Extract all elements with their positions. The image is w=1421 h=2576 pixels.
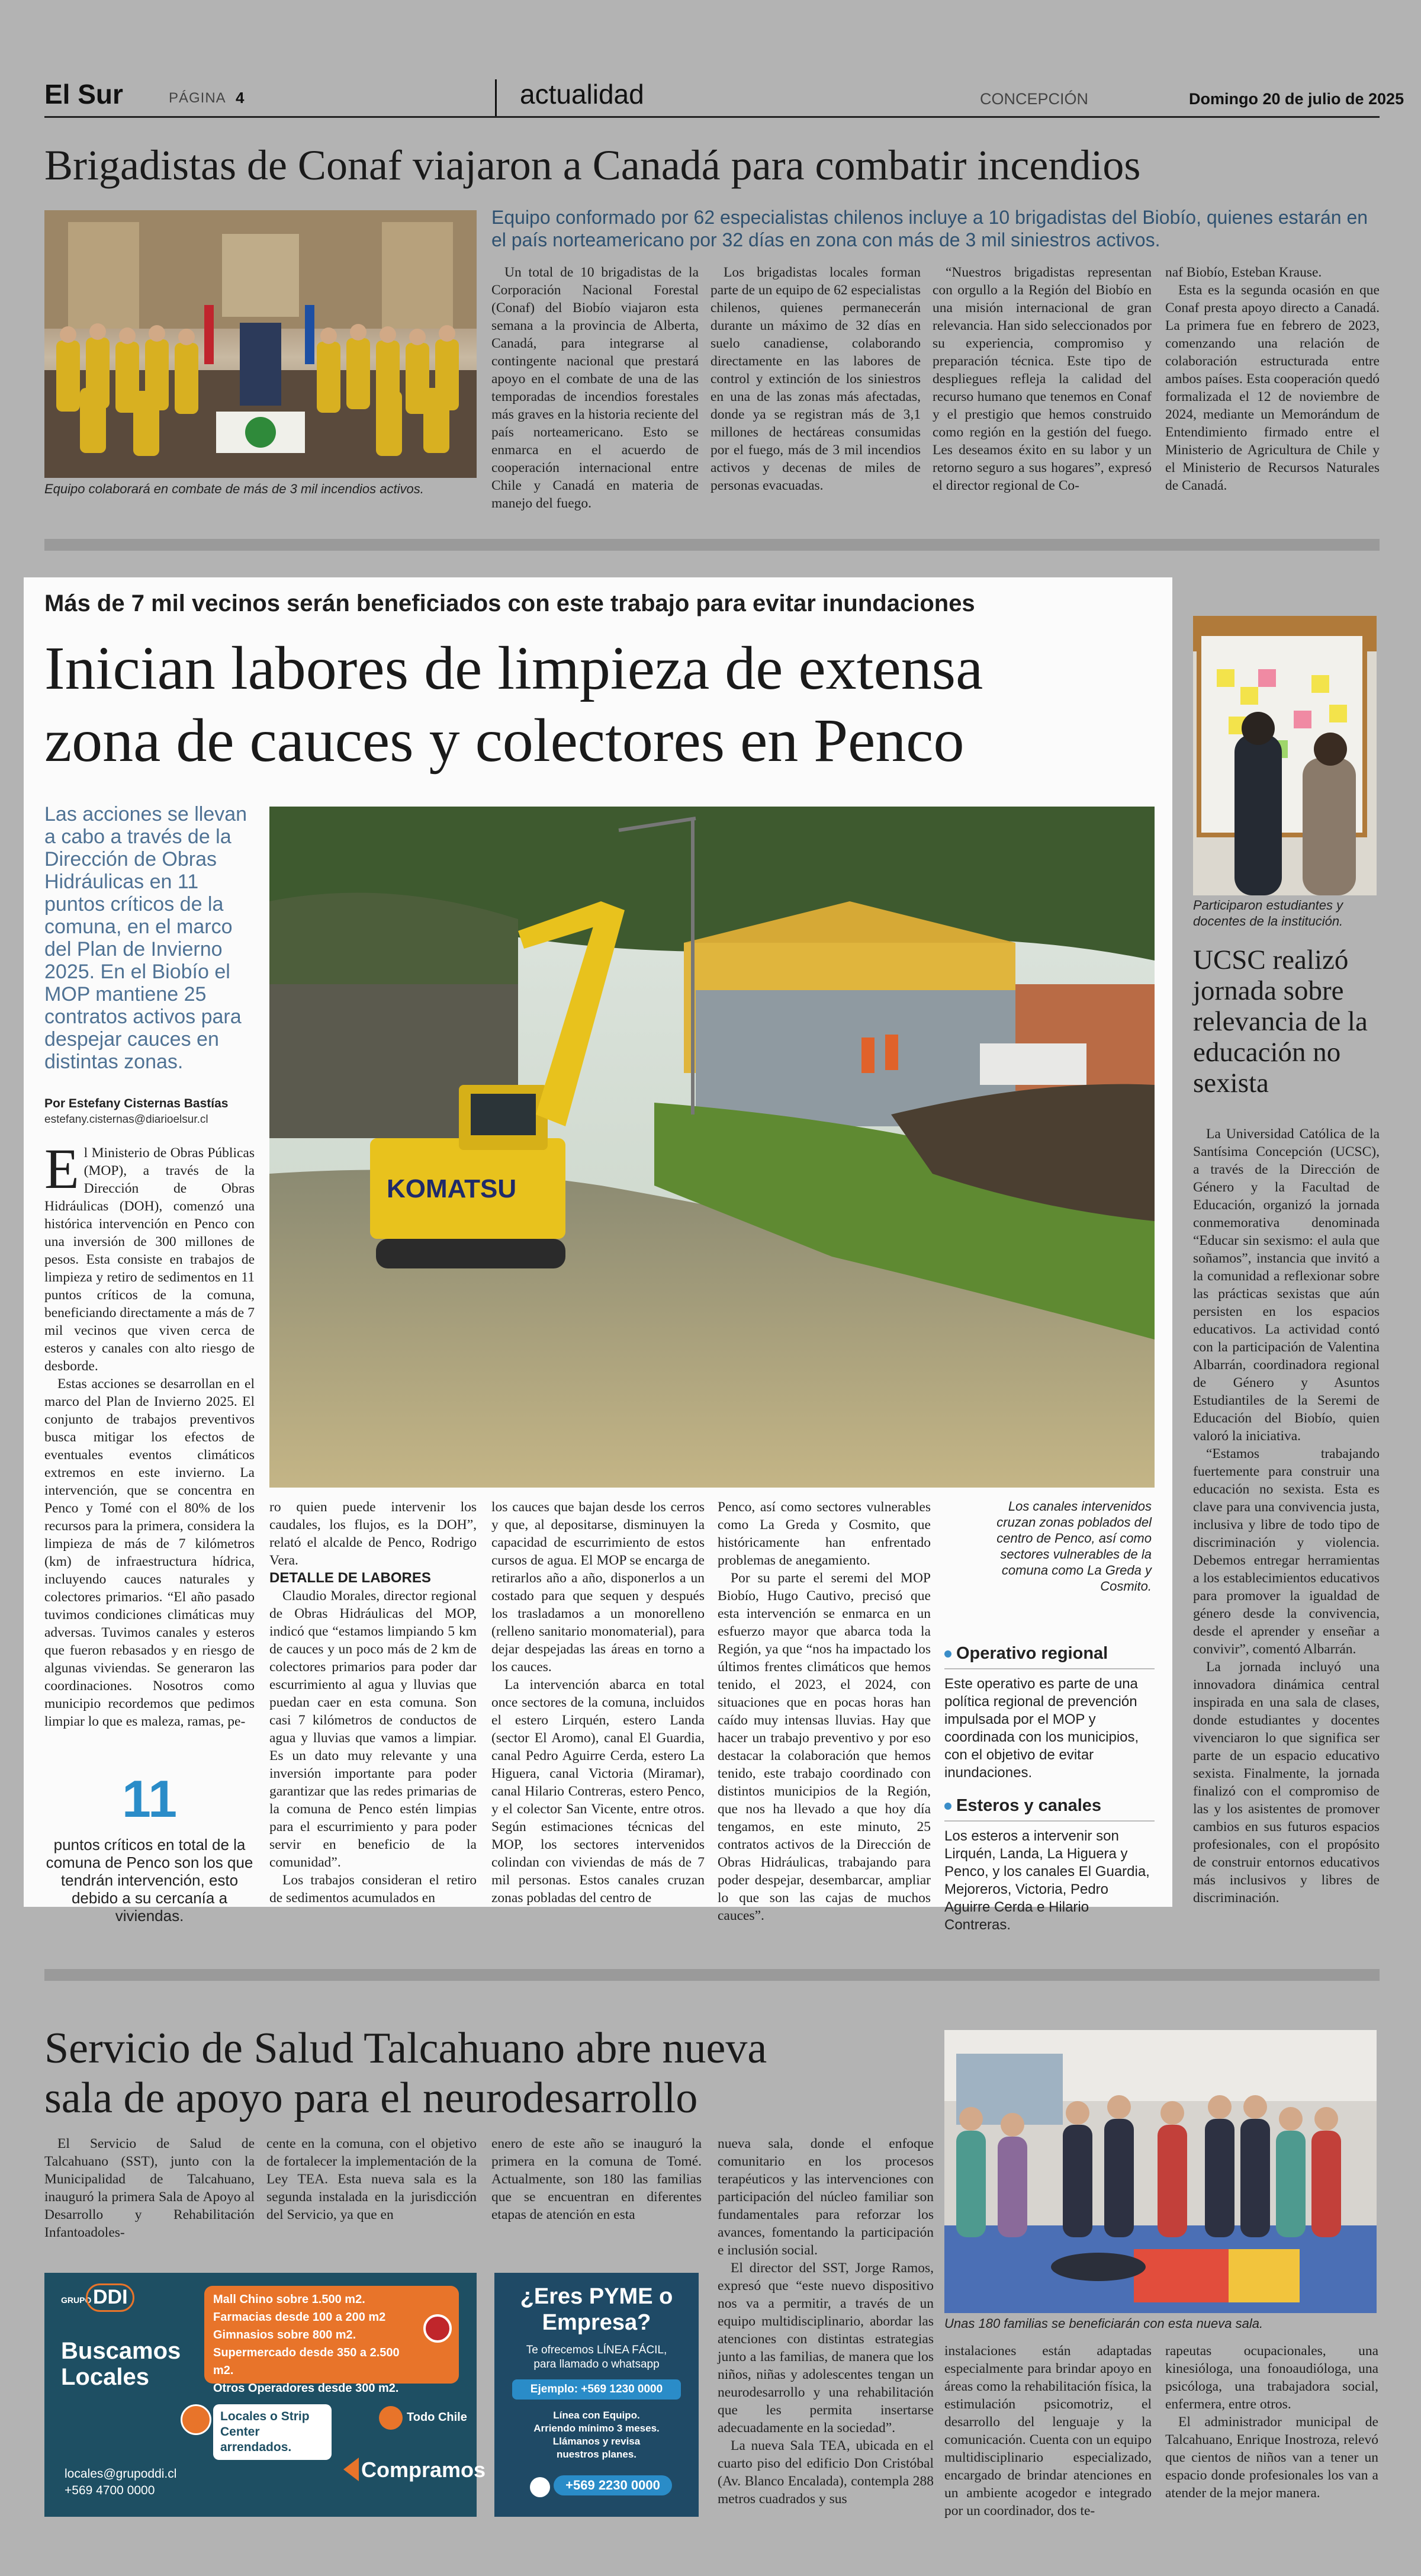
globe-icon <box>379 2406 403 2430</box>
bullet-icon <box>944 1650 951 1658</box>
svg-text:KOMATSU: KOMATSU <box>387 1174 517 1203</box>
article2-kicker: Más de 7 mil vecinos serán beneficiados con este trabajo para evitar inundaciones <box>44 590 975 616</box>
arrow-left-icon <box>343 2458 359 2481</box>
dropcap: E <box>44 1137 79 1200</box>
phone-icon <box>530 2477 550 2497</box>
sidebox-divider <box>944 1668 1155 1669</box>
article1-col4: naf Biobío, Esteban Krause. Esta es la segunda ocasión en que Conaf presta apoyo directo a Canadá. La primera fue en febrero de 2023, comenzando una relación de colaboración estructurada entre ambos países. Esta cooperación quedó formalizada el 12 de noviembre de 2024, mediante un Memorándum de Entendimiento firmado entre el Ministerio de Agricultura de Chile y el Ministerio de Recursos Naturales de Canadá. <box>1165 265 1380 493</box>
article3-photo-caption: Participaron estudiantes y docentes de la institución. <box>1193 898 1343 929</box>
article4-col6: rapeutas ocupacionales, una kinesióloga, una fonoaudióloga, una psicóloga, una trabajadora social, enfermera, entre otros. El administrador municipal de Talcahuano, Enrique Inostroza, relevó que cientos de niños van a tener un espacio donde profesionales los van a atender de la mejor manera. <box>1165 2343 1378 2501</box>
article1-title: Brigadistas de Conaf viajaron a Canadá para combatir incendios <box>44 142 1141 189</box>
ad1-phone[interactable]: +569 4700 0000 <box>65 2484 155 2497</box>
article2-col1: El Ministerio de Obras Públicas (MOP), a través de la Dirección de Obras Hidráulicas (DOH), comenzó una histórica intervención en Penco con una inversión de 300 millones de pesos. Esta consiste en trabajos de limpieza y retiro de sedimentos en 11 puntos críticos de la comuna, beneficiando directamente a más de 7 mil vecinos que viven cerca de esteros y canales con alto riesgo de desborde. Estas acciones se desarrollan en el marco del Plan de Invierno 2025. El conjunto de trabajos preventivos busca mitigar los efectos de eventuales eventos climáticos extremos en este invierno. La intervención, que se concentra en Penco y Tomé con el 80% de los recursos para la primera, considera la limpieza de más de 7 kilómetros (km) de infraestructura hídrica, incluyendo cauces naturales y colectores primarios. “El año pasado tuvimos condiciones climáticas muy adversas. Tuvimos canales y esteros que fueron rebasados y en riesgo de algunas viviendas. Se generaron las coordinaciones. Nosotros como municipio recordemos que pedimos limpiar lo que es maleza, ramas, pe- <box>44 1137 255 1729</box>
ad2-phone[interactable]: +569 2230 0000 <box>554 2475 672 2495</box>
city-label: CONCEPCIÓN <box>980 90 1089 108</box>
article4-col3: enero de este año se inauguró la primera en la comuna de Tomé. Actualmente, son 180 las familias que se encuentran en diferentes etapas de atención en esta <box>491 2136 702 2222</box>
sidebox-esteros-text: Los esteros a intervenir son Lirquén, Landa, La Higuera y Penco, y los canales El Guardia, Mejoreros, Victoria, Pedro Aguirre Cerda e Hilario Contreras. <box>944 1828 1150 1933</box>
ad1-badge: Locales o Strip Center arrendados. <box>213 2404 332 2460</box>
article3-body: La Universidad Católica de la Santísima Concepción (UCSC), a través de la Dirección de Género y la Facultad de Educación, organizó la jornada conmemorativa denominada “Educar sin sexismo: el aula que soñamos”, instancia que invitó a la comunidad a reflexionar sobre las prácticas sexistas que aún persisten en los espacios educativos. La actividad contó con la participación de Valentina Albarrán, coordinadora regional de Género y Asuntos Estudiantiles de la Seremi de Educación del Biobío, quien valoró la iniciativa. “Estamos trabajando fuertemente para construir una educación no sexista. Esta es clave para una convivencia justa, inclusiva y libre de todo tipo de discriminación y violencia. Debemos entregar herramientas a los establecimientos educativos para promover la igualdad de género desde la convivencia, desde el aprender y enseñar a convivir”, comentó Albarrán. La jornada incluyó una innovadora dinámica central inspirada en una sala de clases, donde estudiantes y docentes vivenciaron lo que significa ser parte de un espacio educativo sexista. Finalmente, la jornada finalizó con el compromiso de las y los asistentes de promover cambios en sus futuros espacios profesionales, con el propósito de construir entornos educativos más inclusivos y libres de discriminación. <box>1193 1126 1380 1906</box>
sidebox-esteros-title: Esteros y canales <box>956 1796 1102 1815</box>
ad2-headline: ¿Eres PYME o Empresa? <box>520 2284 673 2335</box>
article1-col2: Los brigadistas locales forman parte de un equipo de 62 especialistas chilenos, quienes permanecerán durante un máximo de 32 días en suelo canadiense, colaborando directamente en las labores de control y extinción de los siniestros en una de las zonas más afectadas, donde ya se registran más de 3,1 millones de hectáreas consumidas por el fuego, más de 3 mil incendios activos y decenas de miles de personas evacuadas. <box>710 265 921 493</box>
page-number: 4 <box>236 89 245 107</box>
article2-col4: Penco, así como sectores vulnerables como La Greda y Cosmito, que históricamente han enfrentado problemas de anegamiento. Por su parte el seremi del MOP Biobío, Hugo Cautivo, precisó que esta intervención se enmarca en un esfuerzo mayor que abarca toda la Región, ya que “nos ha impactado los últimos frentes climáticos que hemos tenido, el 2023, el 2024, con situaciones que en pocas horas han caído muy intensas lluvias. Hay que hacer un trabajo preventivo y por eso destacar la colaboración que hemos tenido, este trabajo coordinado con distintos municipios de la Región, que nos ha llevado a que hoy día tengamos, en este minuto, 25 contratos activos de la Dirección de Obras Hidráulicas, trabajando para poder despejar, desembarcar, ampliar lo que son las cajas de muchos cauces”. <box>718 1499 931 1923</box>
stat-text: puntos críticos en total de la comuna de Penco son los que tendrán intervención, esto debido a su cercanía a viviendas. <box>46 1836 253 1925</box>
ad1-cta[interactable]: Compramos <box>361 2458 486 2482</box>
article1-col3: “Nuestros brigadistas representan con orgullo a la Región del Biobío en una misión internacional de gran relevancia. Han sido seleccionados por su experiencia, compromiso y preparación técnica. Este tipo de despliegues refleja la calidad del recurso humano que tenemos en Conaf y el prestigio que hemos construido como región en la gestión del fuego. Les deseamos éxito en su labor y un retorno seguro a sus hogares”, expresó el director regional de Co- <box>933 265 1152 493</box>
article4-photo <box>944 2030 1377 2313</box>
article2-title-line2: zona de cauces y colectores en Penco <box>44 706 965 775</box>
article1-photo <box>44 210 477 478</box>
excavator-canal-illustration <box>269 807 1155 1488</box>
article2-title-line1: Inician labores de limpieza de extensa <box>44 634 983 702</box>
article2-col3: los cauces que bajan desde los cerros y que, al depositarse, disminuyen la capacidad de escurrimiento de estos cursos de agua. El MOP se encarga de retirarlos año a año, disponerlos a un costado para que sequen y después los trasladamos a un monorelleno (relleno sanitario monomaterial), para dejar despejadas las áreas en torno a los cauces. La intervención abarca en total once sectores de la comuna, incluidos el estero Lirquén, estero Landa (sector El Aromo), canal El Guardia, canal Pedro Aguirre Cerda, estero La Higuera, canal Victoria (Miramar), canal Hilario Contreras, estero Penco, y el colector San Vicente, entre otros. Según estimaciones técnicas del MOP, los sectores intervenidos colindan con viviendas de más de 7 mil personas. Estos canales cruzan zonas pobladas del centro de <box>491 1499 705 1906</box>
bullet-icon <box>944 1803 951 1810</box>
ad1-list: Mall Chino sobre 1.500 m2. Farmacias desde 100 a 200 m2 Gimnasios sobre 800 m2. Supermercado desde 350 a 2.500 m2. Otros Operadores desde 300 m2. <box>213 2293 400 2395</box>
sidebox-operativo-title: Operativo regional <box>956 1644 1108 1663</box>
masthead-brand: El Sur <box>44 79 123 110</box>
ad2-example: Ejemplo: +569 1230 0000 <box>512 2379 681 2400</box>
ad1-brand-small: GRUPO <box>61 2295 92 2305</box>
storefront-icon <box>181 2404 211 2435</box>
article4-title-line2: sala de apoyo para el neurodesarrollo <box>44 2074 698 2122</box>
section-name: actualidad <box>520 79 644 110</box>
article4-photo-caption: Unas 180 familias se beneficiarán con esta nueva sala. <box>944 2316 1264 2331</box>
ad1-brand: DDI <box>93 2286 128 2308</box>
location-pin-icon <box>423 2314 452 2343</box>
ad2-line2: para llamado o whatsapp <box>533 2358 660 2371</box>
article2-lead: Las acciones se llevan a cabo a través de la Dirección de Obras Hidráulicas en 11 puntos críticos de la comuna, en el marco del Plan de Invierno 2025. En el Biobío el MOP mantiene 25 contratos activos para despejar cauces en distintas zonas. <box>44 803 247 1073</box>
ad2-line1: Te ofrecemos LÍNEA FÁCIL, <box>526 2344 667 2356</box>
ad-pyme[interactable] <box>494 2273 699 2517</box>
therapy-room-illustration <box>944 2030 1377 2313</box>
sidebox-divider <box>944 1820 1155 1822</box>
article4-col1: El Servicio de Salud de Talcahuano (SST), junto con la Municipalidad de Talcahuano, inauguró la primera Sala de Apoyo al Desarrollo y Rehabilitación Infantoadoles- <box>44 2136 255 2240</box>
article2-byline: Por Estefany Cisternas Bastías <box>44 1097 229 1110</box>
header-rule <box>44 116 1380 118</box>
subhead-detalle: DETALLE DE LABORES <box>269 1570 431 1586</box>
article3-photo <box>1193 616 1377 895</box>
sidebox-esteros <box>944 1796 1155 1934</box>
ad1-brand-ring <box>86 2283 134 2312</box>
section-rule-1 <box>44 539 1380 551</box>
article2-col2: ro quien puede intervenir los caudales, los flujos, es la DOH”, relató el alcalde de Penco, Rodrigo Vera. DETALLE DE LABORES Claudio Morales, director regional de Obras Hidráulicas del MOP, indicó que “estamos limpiando 5 km de cauces y un poco más de 2 km de colectores primarios para poder dar escurrimiento al agua y lluvias que puedan caer en esta comuna. Son casi 7 kilómetros de conductos de agua y lluvias que vamos a limpiar. Es un dato muy relevante y una inversión importante para poder garantizar que las redes primarias de la comuna de Penco estén limpias para el escurrimiento y para poder servir en beneficio de la comunidad”. Los trabajos consideran el retiro de sedimentos acumulados en <box>269 1499 477 1906</box>
article4-col5: instalaciones están adaptadas especialmente para brindar apoyo en áreas como la rehabilitación física, la estimulación psicomotriz, el desarrollo del lenguaje y la comunicación. Cuenta con un equipo multidisciplinario especializado, encargado de brindar atenciones en un ambiente acogedor e integrado por un coordinador, dos te- <box>944 2343 1152 2519</box>
ad1-region: Todo Chile <box>407 2411 467 2424</box>
article1-col1: Un total de 10 brigadistas de la Corporación Nacional Forestal (Conaf) del Biobío viajaron esta semana a la provincia de Alberta, Canadá, para integrarse al contingente nacional que prestará apoyo en el combate de una de las temporadas de incendios forestales más graves en la historia reciente del país norteamericano. Esto se enmarca en el acuerdo de cooperación internacional entre Chile y Canadá en materia de manejo del fuego. <box>491 265 699 511</box>
section-rule-2 <box>44 1969 1380 1981</box>
issue-date: Domingo 20 de julio de 2025 <box>1189 90 1404 108</box>
ad2-points: Línea con Equipo. Arriendo mínimo 3 meses. Llámanos y revisa nuestros planes. <box>533 2410 660 2460</box>
article3-title: UCSC realizó jornada sobre relevancia de la educación no sexista <box>1193 945 1368 1099</box>
article4-col2: cente en la comuna, con el objetivo de fortalecer la implementación de la Ley TEA. Esta nueva sala es la segunda instalada en la jurisdicción del Servicio, ya que en <box>266 2136 477 2222</box>
page-label: PÁGINA <box>169 90 226 106</box>
article2-photo <box>269 807 1155 1488</box>
article2-photo-caption: Los canales intervenidos cruzan zonas poblados del centro de Penco, así como sectores vulnerables de la comuna como La Greda y Cosmito. <box>996 1499 1152 1594</box>
ad1-email[interactable]: locales@grupoddi.cl <box>65 2467 177 2481</box>
header-divider <box>495 79 497 117</box>
ad-grupo-ddi[interactable] <box>44 2273 486 2517</box>
classroom-illustration <box>1193 616 1377 895</box>
stat-number: 11 <box>121 1769 178 1828</box>
ad1-headline: Buscamos Locales <box>61 2338 181 2390</box>
brigade-group-illustration <box>44 210 477 478</box>
article4-title-line1: Servicio de Salud Talcahuano abre nueva <box>44 2024 767 2073</box>
article1-photo-caption: Equipo colaborará en combate de más de 3 mil incendios activos. <box>44 481 424 496</box>
sidebox-operativo-text: Este operativo es parte de una política regional de prevención impulsada por el MOP y coordinada con los municipios, con el objetivo de evitar inundaciones. <box>944 1676 1139 1781</box>
article2-email: estefany.cisternas@diarioelsur.cl <box>44 1113 208 1126</box>
sidebox-operativo <box>944 1643 1155 1782</box>
article4-col4: nueva sala, donde el enfoque comunitario en los procesos terapéuticos y las intervenciones con participación del núcleo familiar son fundamentales para reforzar los avances, fomentando la participación e inclusión social. El director del SST, Jorge Ramos, expresó que “este nuevo dispositivo nos va a permitir, a través de un equipo multidisciplinario, abordar las atenciones con distintas estrategias junto a las familias, de manera que los niños, niñas y adolescentes tengan un neurodesarrollo y una rehabilitación que les permita insertarse adecuadamente en la sociedad”. La nueva Sala TEA, ubicada en el cuarto piso del edificio Don Cristóbal (Av. Blanco Encalada), contempla 288 metros cuadrados y sus <box>718 2136 934 2507</box>
article1-subtitle: Equipo conformado por 62 especialistas chilenos incluye a 10 brigadistas del Biobío, quienes estarán en el país norteamericano por 32 días en zona con más de 3 mil siniestros activos. <box>491 207 1368 250</box>
